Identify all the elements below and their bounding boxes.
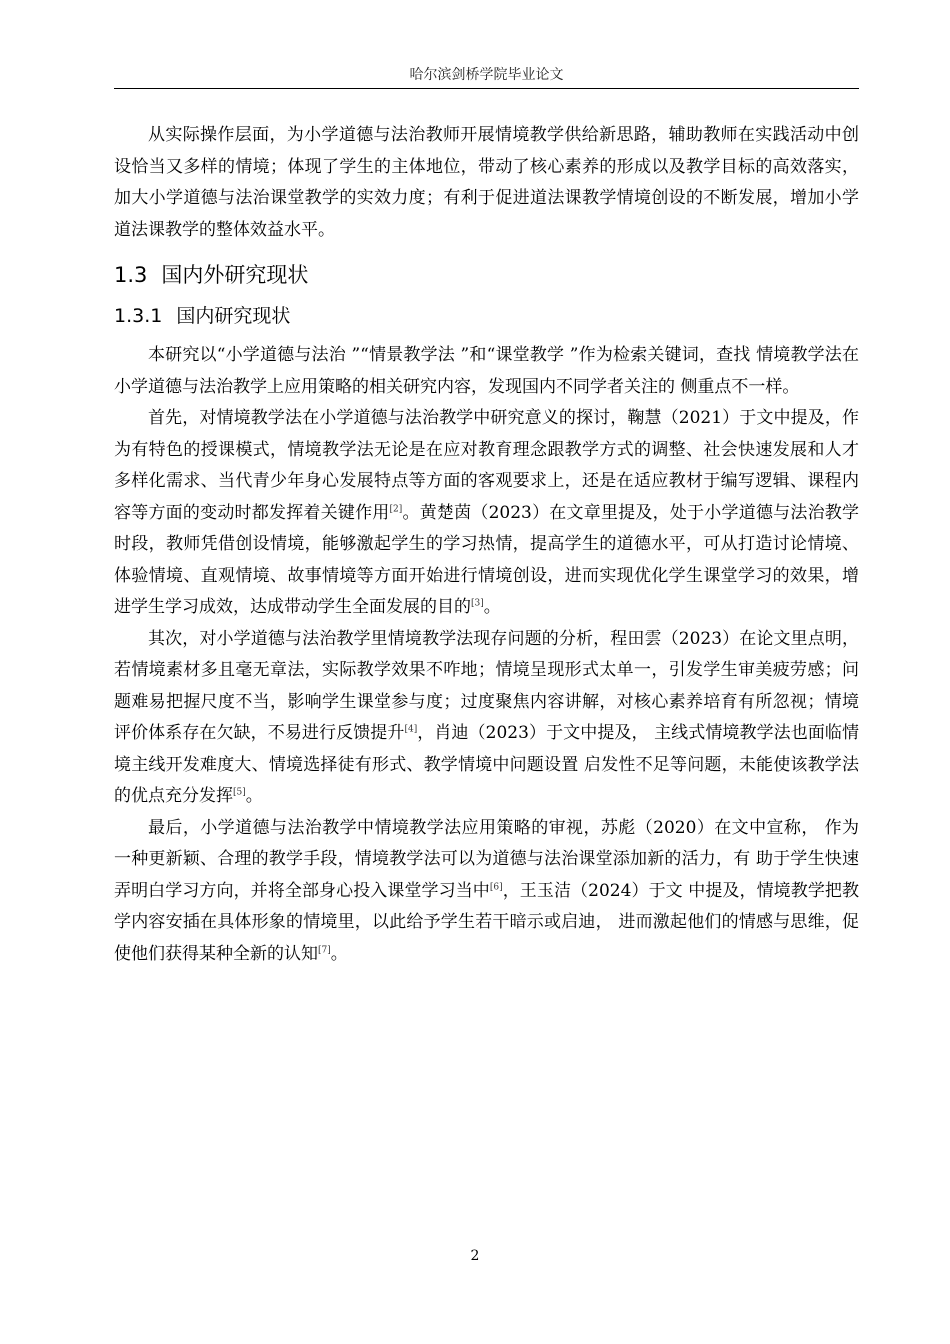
paragraph-text: 首先，对情境教学法在小学道德与法治教学中研究意义的探讨，鞠慧（2021）于文中提及，作为有特色的授课模式，情境教学法无论是在应对教育理念跟教学方式的调整、社会快速发展和人才多样化需求、当代青少年身心发展特点等方面的客观要求上，还是在适应教材于编写逻辑、课程内容等方面的变动时都发挥着关键作用	[114, 408, 859, 523]
citation-ref: [2]	[389, 503, 403, 514]
citation-ref: [7]	[318, 944, 331, 955]
paragraph-text: 最后，小学道德与法治教学中情境教学法应用策略的审视，苏彪（2020）在文中宣称， 作为一种更新颖、合理的教学手段，情境教学法可以为道德与法治课堂添加新的活力，有 助于学生快速弄明白学习方向，并将全部身心投入课堂学习当中	[114, 817, 859, 901]
running-header: 哈尔滨剑桥学院毕业论文	[409, 67, 564, 83]
section-heading	[114, 260, 859, 290]
section-title: 国内外研究现状	[161, 263, 309, 287]
subsection-heading	[114, 302, 859, 330]
citation-ref: [3]	[471, 598, 484, 609]
paragraph-text: 其次，对小学道德与法治教学里情境教学法现存问题的分析，程田雲（2023）在论文里点明，若情境素材多且毫无章法，实际教学效果不咋地；情境呈现形式太单一，引发学生审美疲劳感；问题难易把握尺度不当，影响学生课堂参与度；过度聚焦内容讲解，对核心素养培育有所忽视；情境评价体系存在欠缺，不易进行反馈提升	[114, 628, 859, 743]
paragraph-text: 。	[483, 597, 501, 617]
paragraph-text: 。黄楚茵（2023）在文章里提及，处于小学道德与法治教学时段，教师凭借创设情境，能够激起学生的学习热情，提高学生的道德水平，可从打造讨论情境、体验情境、直观情境、故事情境等方面开始进行情境创设，进而实现优化学生课堂学习的效果，增进学生学习成效，达成带动学生全面发展的目的	[114, 502, 860, 617]
intro-paragraph: 从实际操作层面，为小学道德与法治教师开展情境教学供给新思路，辅助教师在实践活动中创设恰当又多样的情境；体现了学生的主体地位，带动了核心素养的形成以及教学目标的高效落实，加大小学道德与法治课堂教学的实效力度；有利于促进道法课教学情境创设的不断发展，增加小学道法课教学的整体效益水平。	[114, 125, 859, 240]
citation-ref: [5]	[233, 787, 246, 798]
page-number: 2	[470, 1248, 480, 1264]
paragraph-significance	[114, 403, 859, 624]
subsection-title: 国内研究现状	[176, 305, 291, 327]
paragraph-problems	[114, 624, 859, 813]
header-rule	[114, 88, 859, 89]
paragraph-text: ，王玉洁（2024）于文 中提及，情境教学把教学内容安插在具体形象的情境里，以此给予学生若干暗示或启迪， 进而激起他们的情感与思维，促使他们获得某种全新的认知	[114, 880, 859, 964]
subsection-number: 1.3.1	[114, 305, 163, 327]
paragraph-text: 。	[330, 943, 348, 964]
paragraph-strategies	[114, 813, 859, 971]
citation-ref: [6]	[489, 881, 503, 892]
section-number: 1.3	[114, 263, 148, 287]
page-body	[114, 120, 859, 970]
paragraph-text: 。	[245, 786, 263, 806]
paragraph-text: ，肖迪（2023）于文中提及， 主线式情境教学法也面临情境主线开发难度大、情境选择徒有形式、教学情境中问题设置 启发性不足等问题，未能使该教学法的优点充分发挥	[114, 723, 859, 806]
citation-ref: [4]	[404, 724, 418, 735]
paragraph-keywords: 本研究以“小学道德与法治 ”“情景教学法 ”和“课堂教学 ”作为检索关键词，查找 情境教学法在小学道德与法治教学上应用策略的相关研究内容，发现国内不同学者关注的 侧重点不一样。	[114, 345, 859, 397]
